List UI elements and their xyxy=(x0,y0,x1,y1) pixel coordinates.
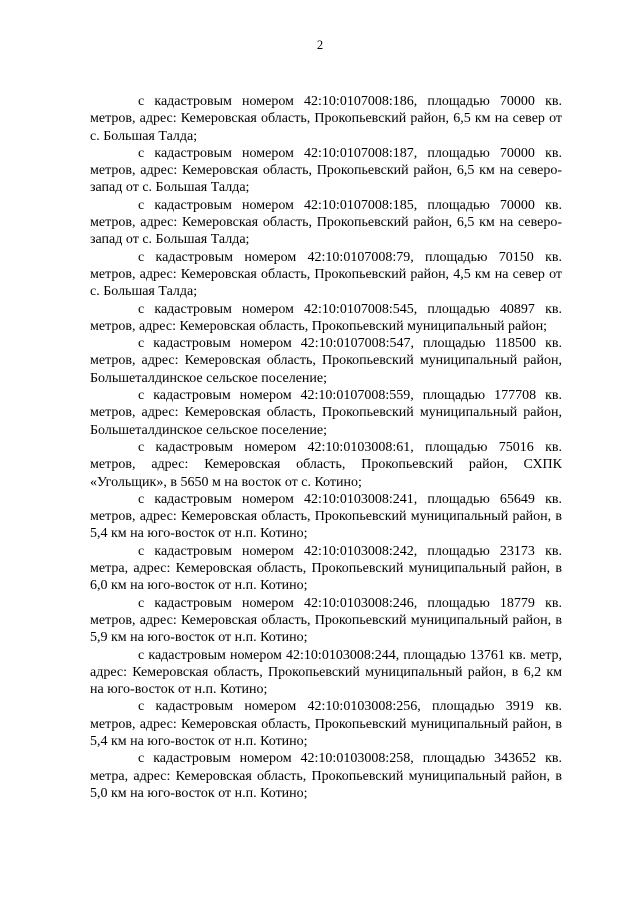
parcel-entry: с кадастровым номером 42:10:0103008:241, площадью 65649 кв. метров, адрес: Кемеровская область, Прокопьевский муниципальный район, в 5,4 км на юго-восток от н.п. Котино; xyxy=(90,491,562,542)
parcel-entry: с кадастровым номером 42:10:0107008:547, площадью 118500 кв. метров, адрес: Кемеровская область, Прокопьевский муниципальный район, Большеталдинское сельское поселение; xyxy=(90,336,562,386)
page-number: 2 xyxy=(316,38,324,52)
parcel-entry: с кадастровым номером 42:10:0103008:246, площадью 18779 кв. метров, адрес: Кемеровская область, Прокопьевский муниципальный район, в 5,9 км на юго-восток от н.п. Котино; xyxy=(90,595,562,646)
parcel-entry: с кадастровым номером 42:10:0107008:545, площадью 40897 кв. метров, адрес: Кемеровская область, Прокопьевский муниципальный район; xyxy=(90,301,562,334)
parcel-entry: с кадастровым номером 42:10:0103008:258, площадью 343652 кв. метра, адрес: Кемеровская область, Прокопьевский муниципальный район, в 5,0 км на юго-восток от н.п. Котино; xyxy=(90,751,562,801)
parcel-entry: с кадастровым номером 42:10:0103008:242, площадью 23173 кв. метра, адрес: Кемеровская область, Прокопьевский муниципальный район, в 6,0 км на юго-восток от н.п. Котино; xyxy=(90,543,562,594)
parcel-entry: с кадастровым номером 42:10:0103008:256, площадью 3919 кв. метров, адрес: Кемеровская область, Прокопьевский муниципальный район, в 5,4 км на юго-восток от н.п. Котино; xyxy=(90,699,562,749)
parcel-entry: с кадастровым номером 42:10:0107008:79, площадью 70150 кв. метров, адрес: Кемеровская область, Прокопьевский район, 4,5 км на север от с. Большая Талда; xyxy=(90,249,562,300)
parcel-entry: с кадастровым номером 42:10:0107008:185, площадью 70000 кв. метров, адрес: Кемеровская область, Прокопьевский район, 6,5 км на северо-запад от с. Большая Талда; xyxy=(90,197,562,248)
parcel-entry: с кадастровым номером 42:10:0103008:244, площадью 13761 кв. метр, адрес: Кемеровская область, Прокопьевский муниципальный район, в 6,2 км на юго-восток от н.п. Котино; xyxy=(90,647,562,698)
parcel-list xyxy=(90,93,562,802)
parcel-entry: с кадастровым номером 42:10:0107008:187, площадью 70000 кв. метров, адрес: Кемеровская область, Прокопьевский район, 6,5 км на северо-запад от с. Большая Талда; xyxy=(90,145,562,196)
parcel-entry: с кадастровым номером 42:10:0107008:186, площадью 70000 кв. метров, адрес: Кемеровская область, Прокопьевский район, 6,5 км на север от с. Большая Талда; xyxy=(90,94,562,144)
parcel-entry: с кадастровым номером 42:10:0103008:61, площадью 75016 кв. метров, адрес: Кемеровская область, Прокопьевский район, СХПК «Угольщик», в 5650 м на восток от с. Котино; xyxy=(90,439,562,490)
parcel-entry: с кадастровым номером 42:10:0107008:559, площадью 177708 кв. метров, адрес: Кемеровская область, Прокопьевский муниципальный район, Большеталдинское сельское поселение; xyxy=(90,388,562,438)
